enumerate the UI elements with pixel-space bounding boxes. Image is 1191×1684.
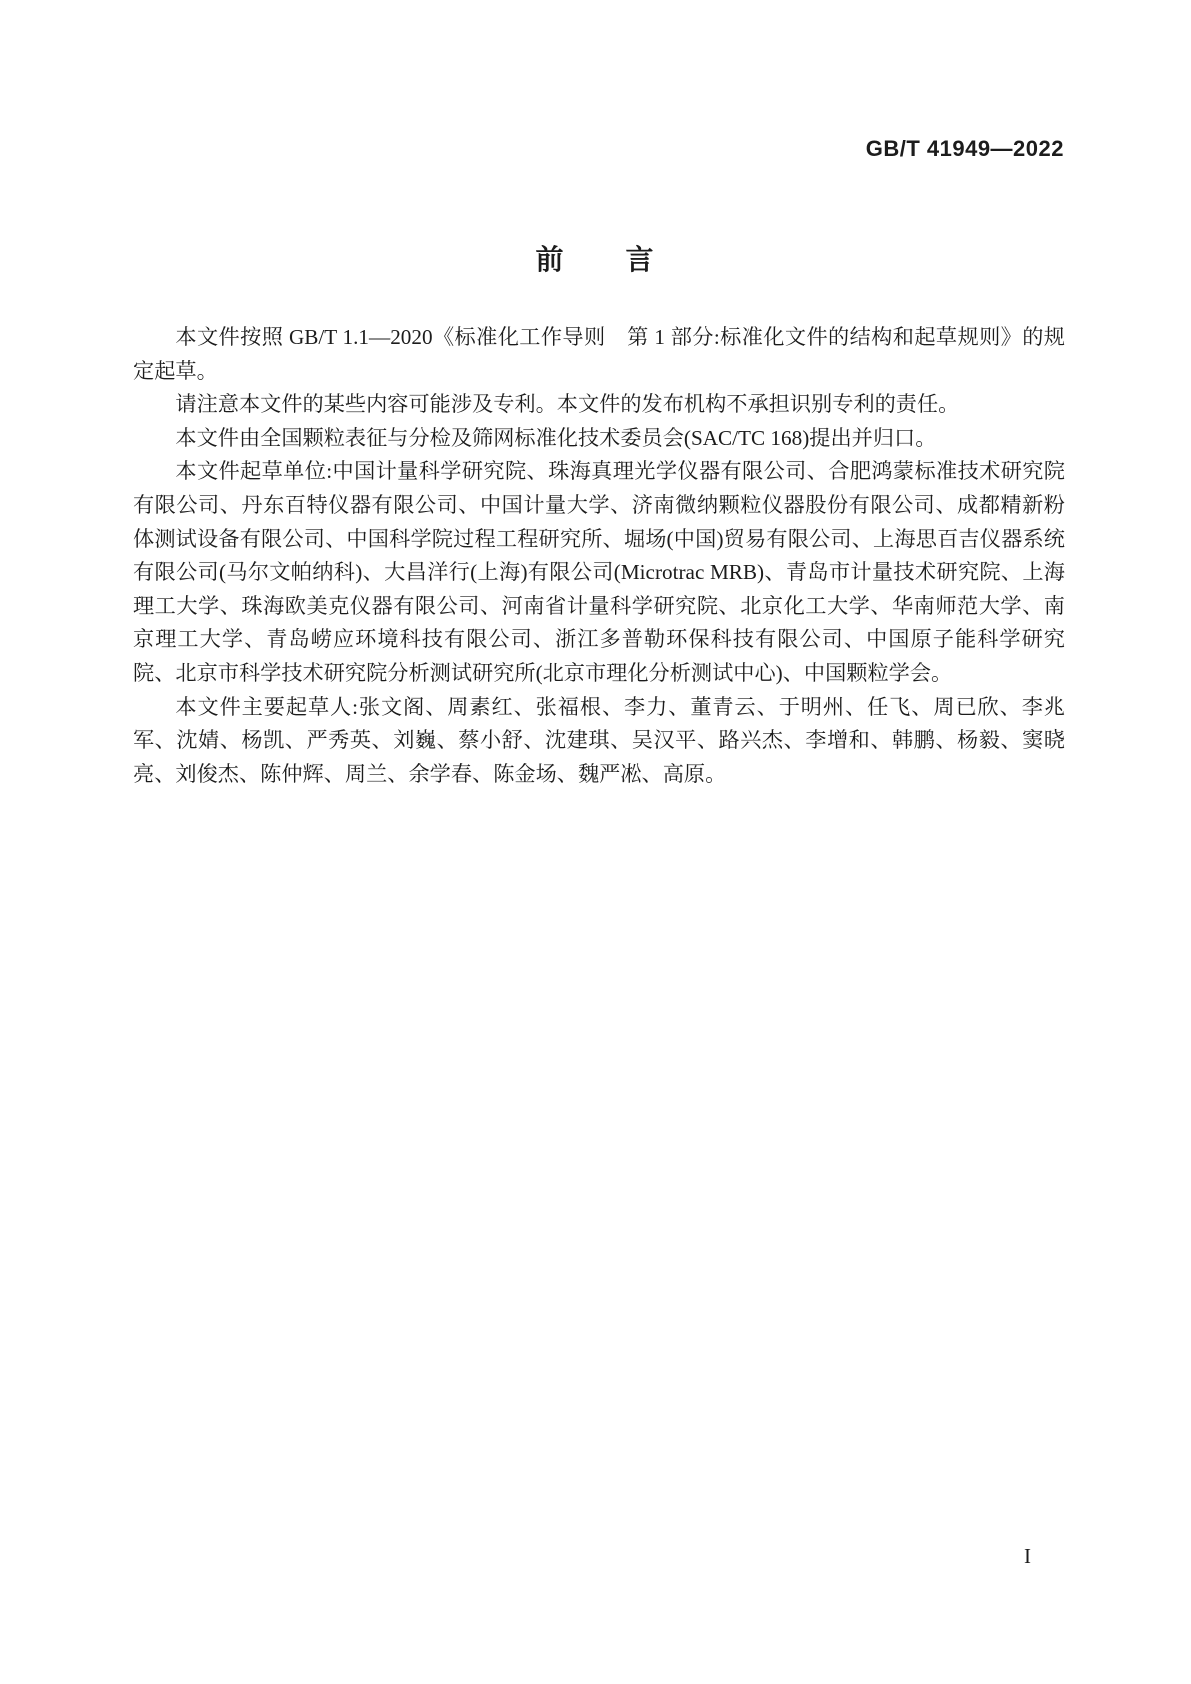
foreword-body <box>133 321 1065 791</box>
foreword-paragraph-drafters: 本文件主要起草人:张文阁、周素红、张福根、李力、董青云、于明州、任飞、周已欣、李兆军、沈婧、杨凯、严秀英、刘巍、蔡小舒、沈建琪、吴汉平、路兴杰、李增和、韩鹏、杨毅、窦晓亮、刘俊杰、陈仲辉、周兰、余学春、陈金场、魏严凇、高原。 <box>133 694 1065 786</box>
foreword-paragraph-drafting-organizations: 本文件起草单位:中国计量科学研究院、珠海真理光学仪器有限公司、合肥鸿蒙标准技术研究院有限公司、丹东百特仪器有限公司、中国计量大学、济南微纳颗粒仪器股份有限公司、成都精新粉体测试设备有限公司、中国科学院过程工程研究所、堀场(中国)贸易有限公司、上海思百吉仪器系统有限公司(马尔文帕纳科)、大昌洋行(上海)有限公司(Microtrac MRB)、青岛市计量技术研究院、上海理工大学、珠海欧美克仪器有限公司、河南省计量科学研究院、北京化工大学、华南师范大学、南京理工大学、青岛崂应环境科技有限公司、浙江多普勒环保科技有限公司、中国原子能科学研究院、北京市科学技术研究院分析测试研究所(北京市理化分析测试中心)、中国颗粒学会。 <box>133 459 1065 685</box>
page-number: I <box>1024 1544 1031 1568</box>
standard-number-header: GB/T 41949—2022 <box>865 136 1064 161</box>
foreword-paragraph-basis: 本文件按照 GB/T 1.1—2020《标准化工作导则 第 1 部分:标准化文件的结构和起草规则》的规定起草。 <box>133 325 1065 383</box>
foreword-paragraph-patent-notice: 请注意本文件的某些内容可能涉及专利。本文件的发布机构不承担识别专利的责任。 <box>175 392 960 417</box>
foreword-paragraph-committee: 本文件由全国颗粒表征与分检及筛网标准化技术委员会(SAC/TC 168)提出并归口。 <box>175 425 937 450</box>
foreword-title: 前 言 <box>535 244 656 275</box>
